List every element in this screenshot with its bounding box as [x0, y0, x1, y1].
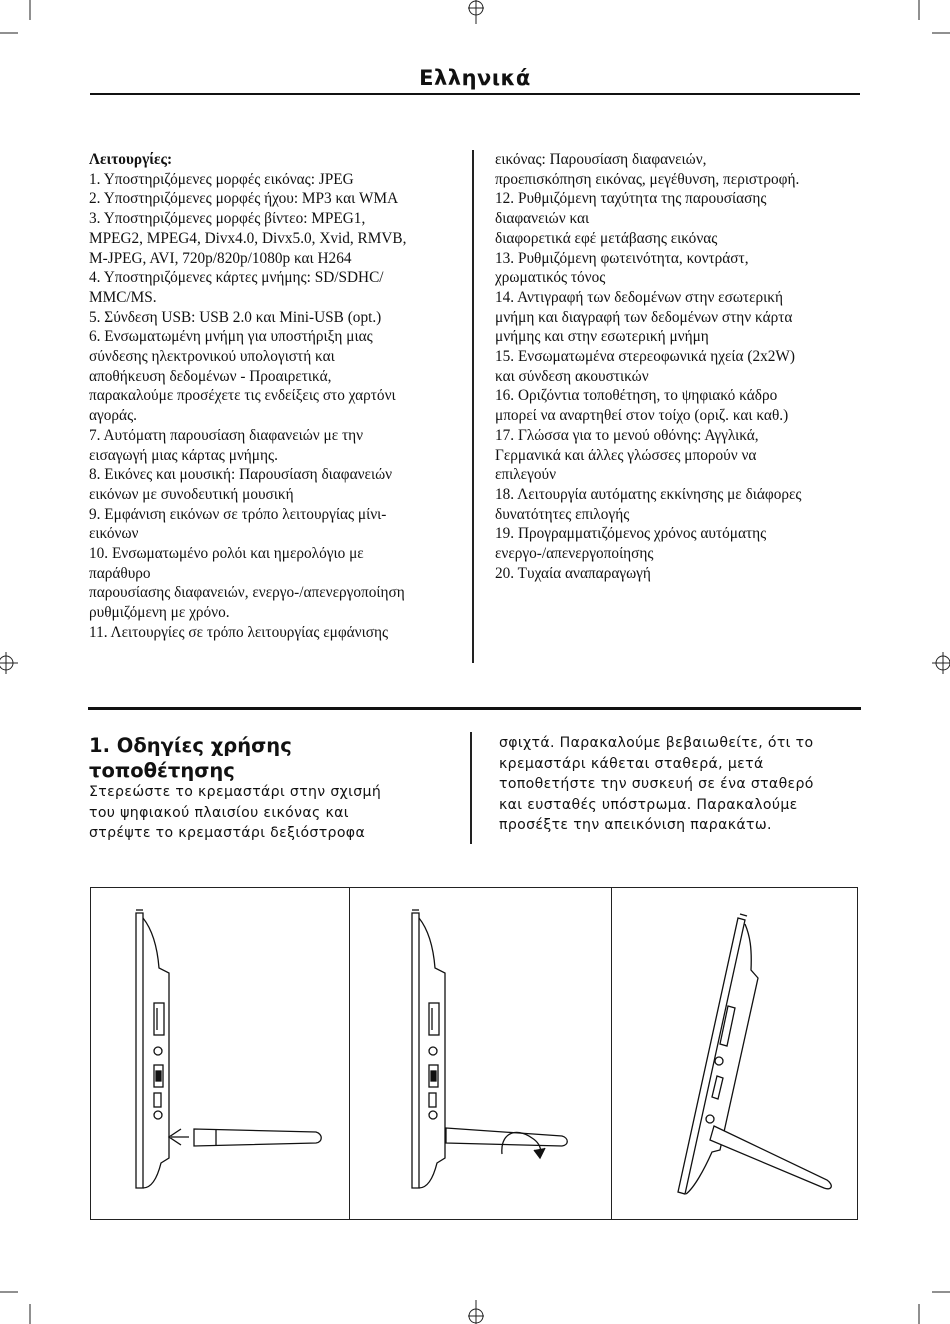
features-right-column: [495, 150, 855, 583]
feature-line: εισαγωγή μιας κάρτας μνήμης.: [89, 446, 278, 464]
instruction-line: του ψηφιακού πλαισίου εικόνας και: [89, 804, 349, 821]
feature-line: ρυθμιζόμενη με χρόνο.: [89, 604, 230, 622]
feature-line: 10. Ενσωματωμένο ρολόι και ημερολόγιο με: [89, 545, 364, 563]
section-rule: [88, 707, 861, 710]
instructions-right: [499, 733, 814, 836]
feature-line: 13. Ρυθμιζόμενη φωτεινότητα, κοντράστ,: [495, 249, 749, 267]
instruction-line: στρέψτε το κρεμαστάρι δεξιόστροφα: [89, 825, 366, 841]
instruction-line: Στερεώστε το κρεμαστάρι στην σχισμή: [89, 784, 382, 800]
feature-line: δυνατότητες επιλογής: [495, 505, 630, 523]
feature-line: μνήμη και διαγραφή των δεδομένων στην κάρτα: [495, 308, 793, 326]
title-rule: [90, 93, 860, 95]
feature-line: επιλεγούν: [495, 466, 557, 484]
feature-line: μπορεί να αναρτηθεί στον τοίχο (οριζ. και καθ.): [495, 407, 789, 425]
section-heading-line: 1. Οδηγίες χρήσης: [89, 734, 292, 757]
feature-line: προεπισκόπηση εικόνας, μεγέθυνση, περιστροφή.: [495, 170, 800, 188]
feature-line: χρωματικός τόνος: [495, 269, 606, 287]
section-heading-line: τοποθέτησης: [89, 759, 235, 782]
feature-line: MMC/MS.: [89, 288, 157, 306]
feature-line: 14. Αντιγραφή των δεδομένων στην εσωτερική: [495, 288, 783, 306]
frame-side-view-2: [350, 888, 610, 1219]
feature-line: MPEG2, MPEG4, Divx4.0, Divx5.0, Xvid, RMVB,: [89, 229, 407, 247]
panel-stand-upright: [612, 888, 858, 1219]
feature-line: Γερμανικά και άλλες γλώσσες μπορούν να: [495, 446, 757, 464]
feature-line: παρουσίασης διαφανειών, ενεργο-/απενεργοποίηση: [89, 584, 405, 602]
instructions-divider: [470, 732, 472, 844]
panel-rotate-stand: [350, 888, 610, 1219]
feature-line: 15. Ενσωματωμένα στερεοφωνικά ηχεία (2x2W): [495, 348, 795, 366]
feature-line: 16. Οριζόντια τοποθέτηση, το ψηφιακό κάδρο: [495, 387, 778, 405]
feature-line: 11. Λειτουργίες σε τρόπο λειτουργίας εμφάνισης: [89, 623, 388, 641]
instruction-line: τοποθετήστε την συσκευή σε ένα σταθερό: [499, 776, 814, 792]
feature-line: εικόνων με συνοδευτική μουσική: [89, 485, 294, 503]
feature-line: 19. Προγραμματιζόμενος χρόνος αυτόματης: [495, 525, 767, 543]
instructions-left: [89, 782, 381, 844]
section-heading: [89, 733, 292, 783]
feature-line: αγοράς.: [89, 407, 137, 425]
feature-line: παράθυρο: [89, 564, 151, 582]
feature-line: εικόνων: [89, 525, 139, 543]
feature-line: ενεργο-/απενεργοποίησης: [495, 545, 654, 563]
column-divider: [472, 150, 474, 663]
feature-line: 9. Εμφάνιση εικόνων σε τρόπο λειτουργίας μίνι-: [89, 505, 387, 523]
feature-line: σύνδεσης ηλεκτρονικού υπολογιστή και: [89, 348, 335, 366]
feature-line: 18. Λειτουργία αυτόματης εκκίνησης με διάφορες: [495, 485, 802, 503]
feature-line: και σύνδεση ακουστικών: [495, 367, 649, 385]
instruction-line: προσέξτε την απεικόνιση παρακάτω.: [499, 817, 772, 833]
feature-line: 3. Υποστηριζόμενες μορφές βίντεο: MPEG1,: [89, 210, 366, 228]
feature-line: παρακαλούμε προσέχετε τις ενδείξεις στο χαρτόνι: [89, 387, 396, 405]
feature-line: 2. Υποστηριζόμενες μορφές ήχου: MP3 και WMA: [89, 190, 399, 208]
feature-line: 1. Υποστηριζόμενες μορφές εικόνας: JPEG: [89, 170, 354, 188]
feature-line: 8. Εικόνες και μουσική: Παρουσίαση διαφανειών: [89, 466, 393, 484]
feature-line: διαφανειών και: [495, 210, 590, 228]
feature-line: 12. Ρυθμιζόμενη ταχύτητα της παρουσίασης: [495, 190, 767, 208]
feature-line: διαφορετικά εφέ μετάβασης εικόνας: [495, 229, 718, 247]
features-title: Λειτουργίες:: [89, 151, 173, 168]
panel-attach-stand: [91, 888, 348, 1219]
frame-side-view-3: [612, 888, 858, 1219]
feature-line: 20. Τυχαία αναπαραγωγή: [495, 564, 651, 582]
feature-line: M-JPEG, AVI, 720p/820p/1080p και H264: [89, 249, 352, 267]
feature-line: 5. Σύνδεση USB: USB 2.0 και Mini-USB (opt.): [89, 308, 382, 326]
features-left-column: [89, 150, 464, 643]
feature-line: αποθήκευση δεδομένων - Προαιρετικά,: [89, 367, 332, 385]
feature-line: μνήμης και στην εσωτερική μνήμη: [495, 328, 709, 346]
feature-line: 4. Υποστηριζόμενες κάρτες μνήμης: SD/SDHC/: [89, 269, 384, 287]
page-title: Ελληνικά: [419, 66, 531, 90]
instruction-line: και ευσταθές υπόστρωμα. Παρακαλούμε: [499, 796, 798, 813]
feature-line: 17. Γλώσσα για το μενού οθόνης: Αγγλικά,: [495, 426, 759, 444]
feature-line: εικόνας: Παρουσίαση διαφανειών,: [495, 151, 707, 168]
feature-line: 7. Αυτόματη παρουσίαση διαφανειών με την: [89, 426, 364, 444]
instruction-line: κρεμαστάρι κάθεται σταθερά, μετά: [499, 755, 764, 772]
feature-line: 6. Ενσωματωμένη μνήμη για υποστήριξη μιας: [89, 328, 373, 346]
instruction-line: σφιχτά. Παρακαλούμε βεβαιωθείτε, ότι το: [499, 735, 814, 751]
frame-side-view-1: [91, 888, 348, 1219]
